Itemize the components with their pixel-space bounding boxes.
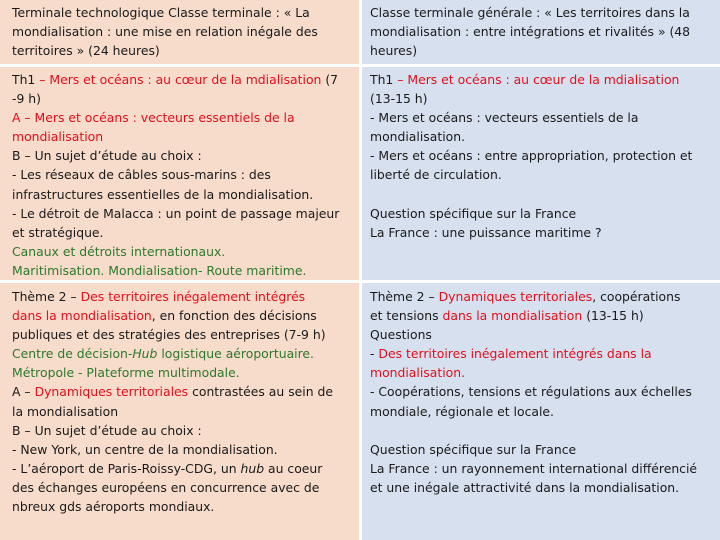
theme2-right-title xyxy=(370,287,716,306)
theme2-left-title-end: publiques et des stratégies des entreprises (7-9 h) xyxy=(12,327,326,343)
header-technologique-cell xyxy=(0,0,362,67)
theme1-right-question-2-cont: liberté de circulation. xyxy=(370,167,502,183)
theme2-right-france-question-cont: et une inégale attractivité dans la mondialisation. xyxy=(370,479,680,495)
header-right-line-1: Classe terminale générale : « Les territoires dans la xyxy=(370,5,690,20)
theme-hours: (13-15 h) xyxy=(582,308,644,324)
theme2-right-france-heading: Question spécifique sur la France xyxy=(370,441,577,457)
theme-title-red: Des territoires inégalement intégrés xyxy=(80,289,306,304)
theme-title-rest: , en fonction des décisions xyxy=(151,308,317,324)
theme1-right-title xyxy=(370,70,716,89)
spacer xyxy=(370,421,716,440)
theme2-right-questions-label: Questions xyxy=(370,327,432,343)
theme1-left-notions-2: Maritimisation. Mondialisation- Route maritime. xyxy=(12,262,307,278)
theme2-left-title-cont xyxy=(12,306,353,325)
theme1-left-case-2: - Le détroit de Malacca : un point de passage majeur xyxy=(12,205,340,221)
theme2-left-case-2 xyxy=(12,459,353,478)
question-dash: - xyxy=(370,346,379,362)
notion-italic: Hub xyxy=(132,346,158,362)
header-right-line-2: mondialisation : entre intégrations et rivalités » (48 xyxy=(370,24,691,40)
theme2-left-case-1: - New York, un centre de la mondialisation. xyxy=(12,441,278,457)
theme1-left-title xyxy=(12,70,353,89)
notion-text: logistique aéroportuaire. xyxy=(157,346,314,362)
theme1-left-notions-1: Canaux et détroits internationaux. xyxy=(12,243,226,259)
header-left-line-1: Terminale technologique Classe terminale : « La xyxy=(12,5,310,20)
theme1-technologique-cell xyxy=(0,67,362,283)
theme2-left-case-2-end: nbreux gds aéroports mondiaux. xyxy=(12,499,215,515)
axis-red: Dynamiques territoriales xyxy=(34,384,189,400)
theme1-right-france-question: La France : une puissance maritime ? xyxy=(370,224,602,240)
header-left-line-2: mondialisation : une mise en relation inégale des xyxy=(12,24,318,40)
header-left-line-3: territoires » (24 heures) xyxy=(12,43,160,59)
theme2-left-notions-2: Métropole - Plateforme multimodale. xyxy=(12,365,240,381)
notion-text: Centre de décision- xyxy=(12,346,133,362)
theme1-right-question-1: - Mers et océans : vecteurs essentiels de la xyxy=(370,110,639,126)
theme2-right-question-2-cont: mondiale, régionale et locale. xyxy=(370,403,554,419)
theme-title-red: dans la mondialisation xyxy=(442,308,583,324)
header-right-line-3: heures) xyxy=(370,43,418,59)
theme-number: Thème 2 – xyxy=(370,289,439,304)
header-generale-cell xyxy=(362,0,720,67)
theme2-left-notions-1 xyxy=(12,344,353,363)
theme-title-red: dans la mondialisation xyxy=(12,308,152,324)
case-text: - L’aéroport de Paris-Roissy-CDG, un xyxy=(12,460,241,476)
theme-title-red: – Mers et océans : au cœur de la mdialisation xyxy=(393,72,680,87)
theme2-left-axis-a-cont: la mondialisation xyxy=(12,403,119,419)
theme2-generale-cell xyxy=(362,283,720,540)
theme1-left-axis-a: A – Mers et océans : vecteurs essentiels de la xyxy=(12,110,295,126)
theme2-left-axis-b: B – Un sujet d’étude au choix : xyxy=(12,422,202,438)
case-text: au coeur xyxy=(264,460,323,476)
theme-number: Thème 2 – xyxy=(12,289,81,304)
theme1-left-case-1: - Les réseaux de câbles sous-marins : des xyxy=(12,167,271,183)
theme1-right-france-heading: Question spécifique sur la France xyxy=(370,205,577,221)
theme2-left-title xyxy=(12,287,353,306)
axis-prefix: A – xyxy=(12,384,35,400)
theme-title-rest: et tensions xyxy=(370,308,443,324)
theme-title-red: – Mers et océans : au cœur de la mdialisation xyxy=(35,72,322,87)
theme2-right-question-1 xyxy=(370,344,716,363)
theme1-generale-cell xyxy=(362,67,720,283)
theme1-left-hours: -9 h) xyxy=(12,91,41,107)
theme2-right-france-question: La France : un rayonnement international différencié xyxy=(370,460,698,476)
theme2-left-case-2-cont: des échanges européens en concurrence avec de xyxy=(12,479,320,495)
theme1-left-case-1-cont: infrastructures essentielles de la mondialisation. xyxy=(12,186,314,202)
theme2-right-title-cont xyxy=(370,306,716,325)
theme2-right-question-1-cont: mondialisation. xyxy=(370,365,466,381)
theme2-left-axis-a xyxy=(12,382,353,401)
axis-rest: contrastées au sein de xyxy=(188,384,333,400)
theme-number: Th1 xyxy=(370,72,394,87)
theme1-right-hours: (13-15 h) xyxy=(370,91,428,107)
theme2-technologique-cell xyxy=(0,283,362,540)
spacer xyxy=(370,185,716,204)
theme1-left-axis-b: B – Un sujet d’étude au choix : xyxy=(12,148,202,164)
theme-hours: (7 xyxy=(321,72,339,87)
theme-title-rest: , coopérations xyxy=(592,289,681,304)
theme1-right-question-1-cont: mondialisation. xyxy=(370,129,466,145)
theme1-left-case-2-cont: et stratégique. xyxy=(12,224,104,240)
question-red: Des territoires inégalement intégrés dans la xyxy=(378,346,652,362)
theme1-left-axis-a-cont: mondialisation xyxy=(12,129,104,145)
theme-title-red: Dynamiques territoriales xyxy=(438,289,593,304)
theme2-right-question-2: - Coopérations, tensions et régulations aux échelles xyxy=(370,384,692,400)
theme-number: Th1 xyxy=(12,72,36,87)
theme1-right-question-2: - Mers et océans : entre appropriation, protection et xyxy=(370,148,693,164)
case-italic: hub xyxy=(240,460,265,476)
